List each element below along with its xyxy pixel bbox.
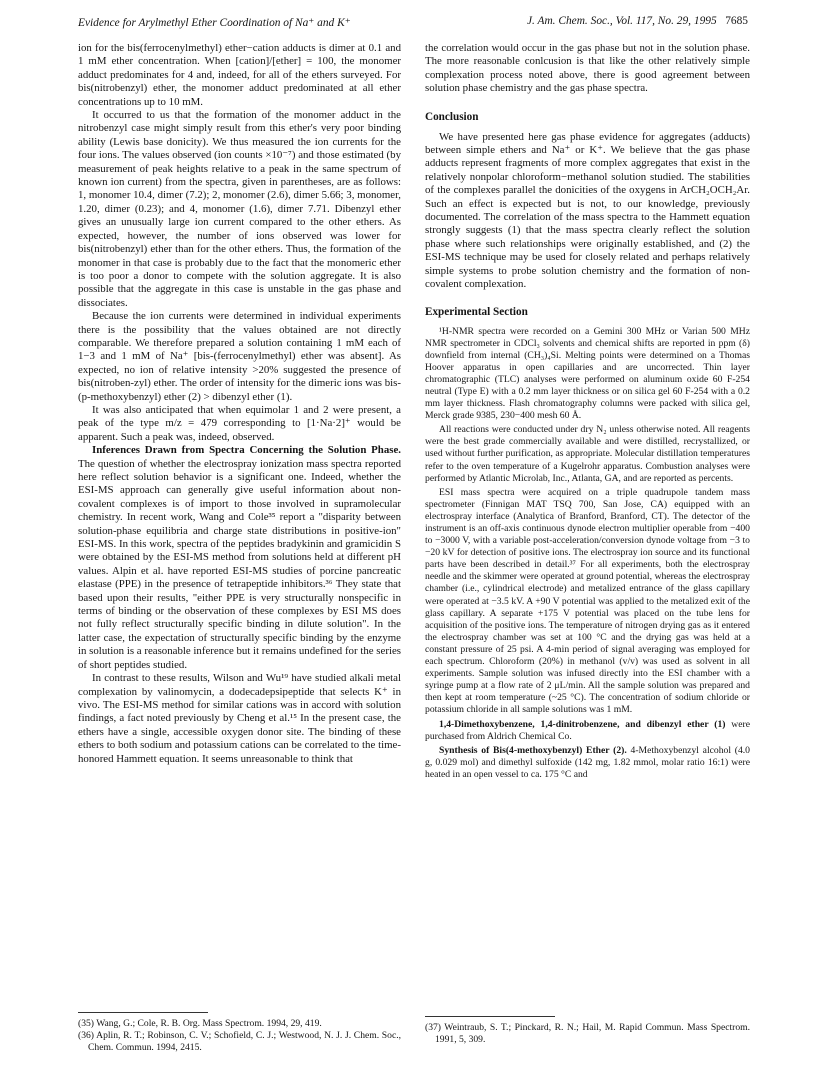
paragraph: the correlation would occur in the gas phase but not in the solution phase. The more reasonable conlcusion is that like the other relatively simple complexation process noted above, there is good agreement between solution phase chemistry and the gas phase spectra. — [425, 42, 750, 95]
right-column — [425, 42, 750, 781]
paragraph-text: The question of whether the electrospray ionization mass spectra reported here reflect solution behavior is a significant one. Indeed, whether the ESI-MS approach can generally give useful information about non-covalent complexes is of import to those involved in supramolecular chemistry. In recent work, Wang and Cole³⁵ report a "disparity between solution-phase equilibria and charge state distributions in positive-ion" ESI-MS. In this work, spectra of the peptides bradykinin and gramicidin S were obtained by the ESI-MS method from solutions held at different pH values. Alpin et al. have reported ESI-MS studies of porcine pancreatic elastase (PPE) in the presence of tetrapeptide inhibitors.³⁶ They state that based upon their results, "either PPE is very structurally nonspecific in terms of binding or the observation of these complexes by ESI MS does not fully reflect structurally specific binding in dilute solution". In the latter case, the expectation of structurally specific binding by the enzyme in solution is a reasonable inference but it remains undefined for the series of short peptides studied. — [78, 457, 401, 671]
journal-citation — [527, 15, 748, 27]
paragraph: We have presented here gas phase evidence for aggregates (adducts) between simple ethers and Na⁺ or K⁺. We believe that the gas phase adducts represent fragments of more complex aggregates that exist in the relatively nonpolar chloroform−methanol solution studied. The stabilities of the complexes parallel the donicities of the oxygens in ArCH₂OCH₂Ar. Such an effect is expected but is not, to our knowledge, previously documented. The correlation of the mass spectra to the Hammett equation strongly suggests (1) that the mass spectra clearly reflect the solution phase where such relationships were originally established, and (2) the ESI-MS technique may be used for closely related and perhaps relatively simple systems to probe solution chemistry and the formation of non-covalent complexation. — [425, 130, 750, 291]
paragraph: In contrast to these results, Wilson and Wu¹⁹ have studied alkali metal complexation by valinomycin, a dodecadepsipeptide that selects K⁺ in vivo. The ESI-MS method for similar cations was in accord with solution findings, a fact noted previously by Cheng et al.¹⁵ In the present case, the ethers have a single, accessible oxygen donor site. The binding of these ethers to both sodium and potassium cations can be correlated to the time-honored Hammett equation. It seems unreasonable to think that — [78, 672, 401, 765]
running-title: Evidence for Arylmethyl Ether Coordination of Na⁺ and K⁺ — [78, 17, 351, 29]
section-heading-conclusion: Conclusion — [425, 110, 479, 123]
paragraph — [78, 444, 401, 672]
footnote: (35) Wang, G.; Cole, R. B. Org. Mass Spectrom. 1994, 29, 419. — [78, 1018, 322, 1029]
paragraph: All reactions were conducted under dry N₂ unless otherwise noted. All reagents were the best grade commercially available and were distilled, recrystallized, or used without further purification, as appropriate. Molecular distillation temperatures refer to the oven temperature of a Kugelrohr apparatus. Combustion analyses were performed by Atlantic Microlab, Inc., Atlanta, GA, and are reported as percents. — [425, 424, 750, 484]
paragraph: ¹H-NMR spectra were recorded on a Gemini 300 MHz or Varian 500 MHz NMR spectrometer in CDCl₃ solvents and chemical shifts are reported in ppm (δ) downfield from internal (CH₃)₄Si. Melting points were determined on a Thomas Hoover apparatus in open capillaries and are uncorrected. Thin layer chromatographic (TLC) analyses were performed on aluminum oxide 60 F-254 neutral (Type E) with a 0.2 mm layer thickness or on silica gel 60 F-254 with a 0.2 mm layer thickness. Flash chromatography columns were packed with silica gel, Merck grade 9385, 230−400 mesh 60 Å. — [425, 325, 750, 422]
section-heading-inferences: Inferences Drawn from Spectra Concerning the Solution Phase. — [92, 444, 401, 457]
paragraph: It occurred to us that the formation of the monomer adduct in the nitrobenzyl case might simply result from this ether's very poor binding ability (Lewis base donicity). We thus measured the ion currents for the four ions. The values observed (ion counts ×10⁻⁷) and those estimated (by measurement of peak heights relative to a peak in the same spectrum of known ion current) from the spectra, given in parentheses, are as follows: 1, monomer 10.4, dimer (7.2); 2, monomer (2.6), dimer 5.66; 3, monomer, 1.20, dimer (0.23); and 4, monomer (1.6), dimer 7.71. Dibenzyl ether gives an unusually large ion current compared to the other ethers. As expected, however, the number of ions observed was lower for bis(nitrobenzyl) ether than for the other ethers. Thus, the formation of the monomer in that case is probably due to the fact that the monomeric ether is too poor a donor to compete with the solution aggregate. It is also possible that the aggregate in this case is unstable in the gas phase and dissociates. — [78, 109, 401, 309]
journal-name: J. Am. Chem. Soc., Vol. 117, No. 29, 1995 — [526, 15, 717, 27]
page-number: 7685 — [725, 15, 748, 27]
footnote-rule — [78, 1012, 208, 1013]
paragraph — [425, 745, 750, 781]
paragraph: ESI mass spectra were acquired on a triple quadrupole tandem mass spectrometer (Finnigan MAT TSQ 700, San Jose, CA) equipped with an electrospray interface (Analytica of Branford, Branford, CT). The detector of the instrument is an off-axis continuous dynode electron multiplier operable from −400 to −3000 V, with a variable post-acceleration/conversion dynode voltage from −3 to −20 kV for detection of positive ions. The electrospray ion source and its functional parts have been described in detail.³⁷ For all experiments, both the electrospray needle and the skimmer were operated at ground potential, whereas the electrospray chamber (i.e., cylindrical electrode) and metalized entrance of the glass capillary were operated at −3.5 kV. A +90 V potential was applied to the metalized exit of the glass capillary. A separate +175 V potential was placed on the tube lens for acquisition of the positive ions. The temperature of nitrogen drying gas as it entered the electrospray chamber was set at 100 °C and the drying gas was held at a constant pressure of 25 psi. A 4-min period of signal averaging was employed for each spectrum. Chloroform (20%) in methanol (v/v) was used as solvent in all experiments. Sample solution was infused directly into the ESI chamber with a syringe pump at a flow rate of 2 μL/min. All the sample solution was prepared and then kept at room temperature (~25 °C). The concentration of sodium chloride or potassium chloride in all sample solutions was 1 mM. — [425, 486, 750, 716]
footnote-rule — [425, 1016, 555, 1017]
left-column — [78, 42, 401, 766]
section-heading-experimental: Experimental Section — [425, 305, 528, 318]
footnote: (37) Weintraub, S. T.; Pinckard, R. N.; Hail, M. Rapid Commun. Mass Spectrom. 1991, 5, 309. — [425, 1022, 750, 1045]
footnotes-left — [78, 1018, 401, 1053]
paragraph: ion for the bis(ferrocenylmethyl) ether−cation adducts is dimer at 0.1 and 1 mM ether concentration. When [cation]/[ether] = 100, the monomer adduct predominates for 4 and, indeed, for all of the ethers surveyed. For bis(nitrobenzyl) ether, the monomer adduct predominated at all ether concentrations up to 10 mM. — [78, 42, 401, 108]
footnotes-right — [425, 1022, 750, 1046]
paragraph — [425, 719, 750, 743]
compound-heading: 1,4-Dimethoxybenzene, 1,4-dinitrobenzene, and dibenzyl ether (1) — [439, 718, 726, 730]
running-header — [78, 15, 748, 35]
synthesis-heading: Synthesis of Bis(4-methoxybenzyl) Ether (2). — [439, 744, 627, 756]
paragraph: Because the ion currents were determined in individual experiments there is the possibility that the values obtained are not directly comparable. We therefore prepared a solution containing 1 mM each of 1−3 and 1 mM of Na⁺ [bis-(ferrocenylmethyl) ether was absent]. As expected, no ion of relative intensity >20% suggested the presence of bis(nitroben-zyl) ether. The order of intensity for the dimeric ions was bis-(p-methoxybenzyl) ether (2) > dibenzyl ether (1). — [78, 310, 401, 403]
experimental-text — [425, 326, 750, 781]
paragraph: It was also anticipated that when equimolar 1 and 2 were present, a peak of the type m/z = 479 corresponding to [1·Na·2]⁺ would be apparent. Such a peak was, indeed, observed. — [78, 403, 401, 443]
footnote: (36) Aplin, R. T.; Robinson, C. V.; Schofield, C. J.; Westwood, N. J. J. Chem. Soc., Chem. Commun. 1994, 2415. — [78, 1029, 401, 1053]
paragraph-text: 4-Methoxybenzyl alcohol (4.0 g, 0.029 mol) and dimethyl sulfoxide (142 mg, 1.82 mmol, molar ratio 16:1) were heated in an open vessel to ca. 175 °C and — [425, 744, 750, 780]
paragraph-text: were purchased from Aldrich Chemical Co. — [425, 718, 750, 742]
